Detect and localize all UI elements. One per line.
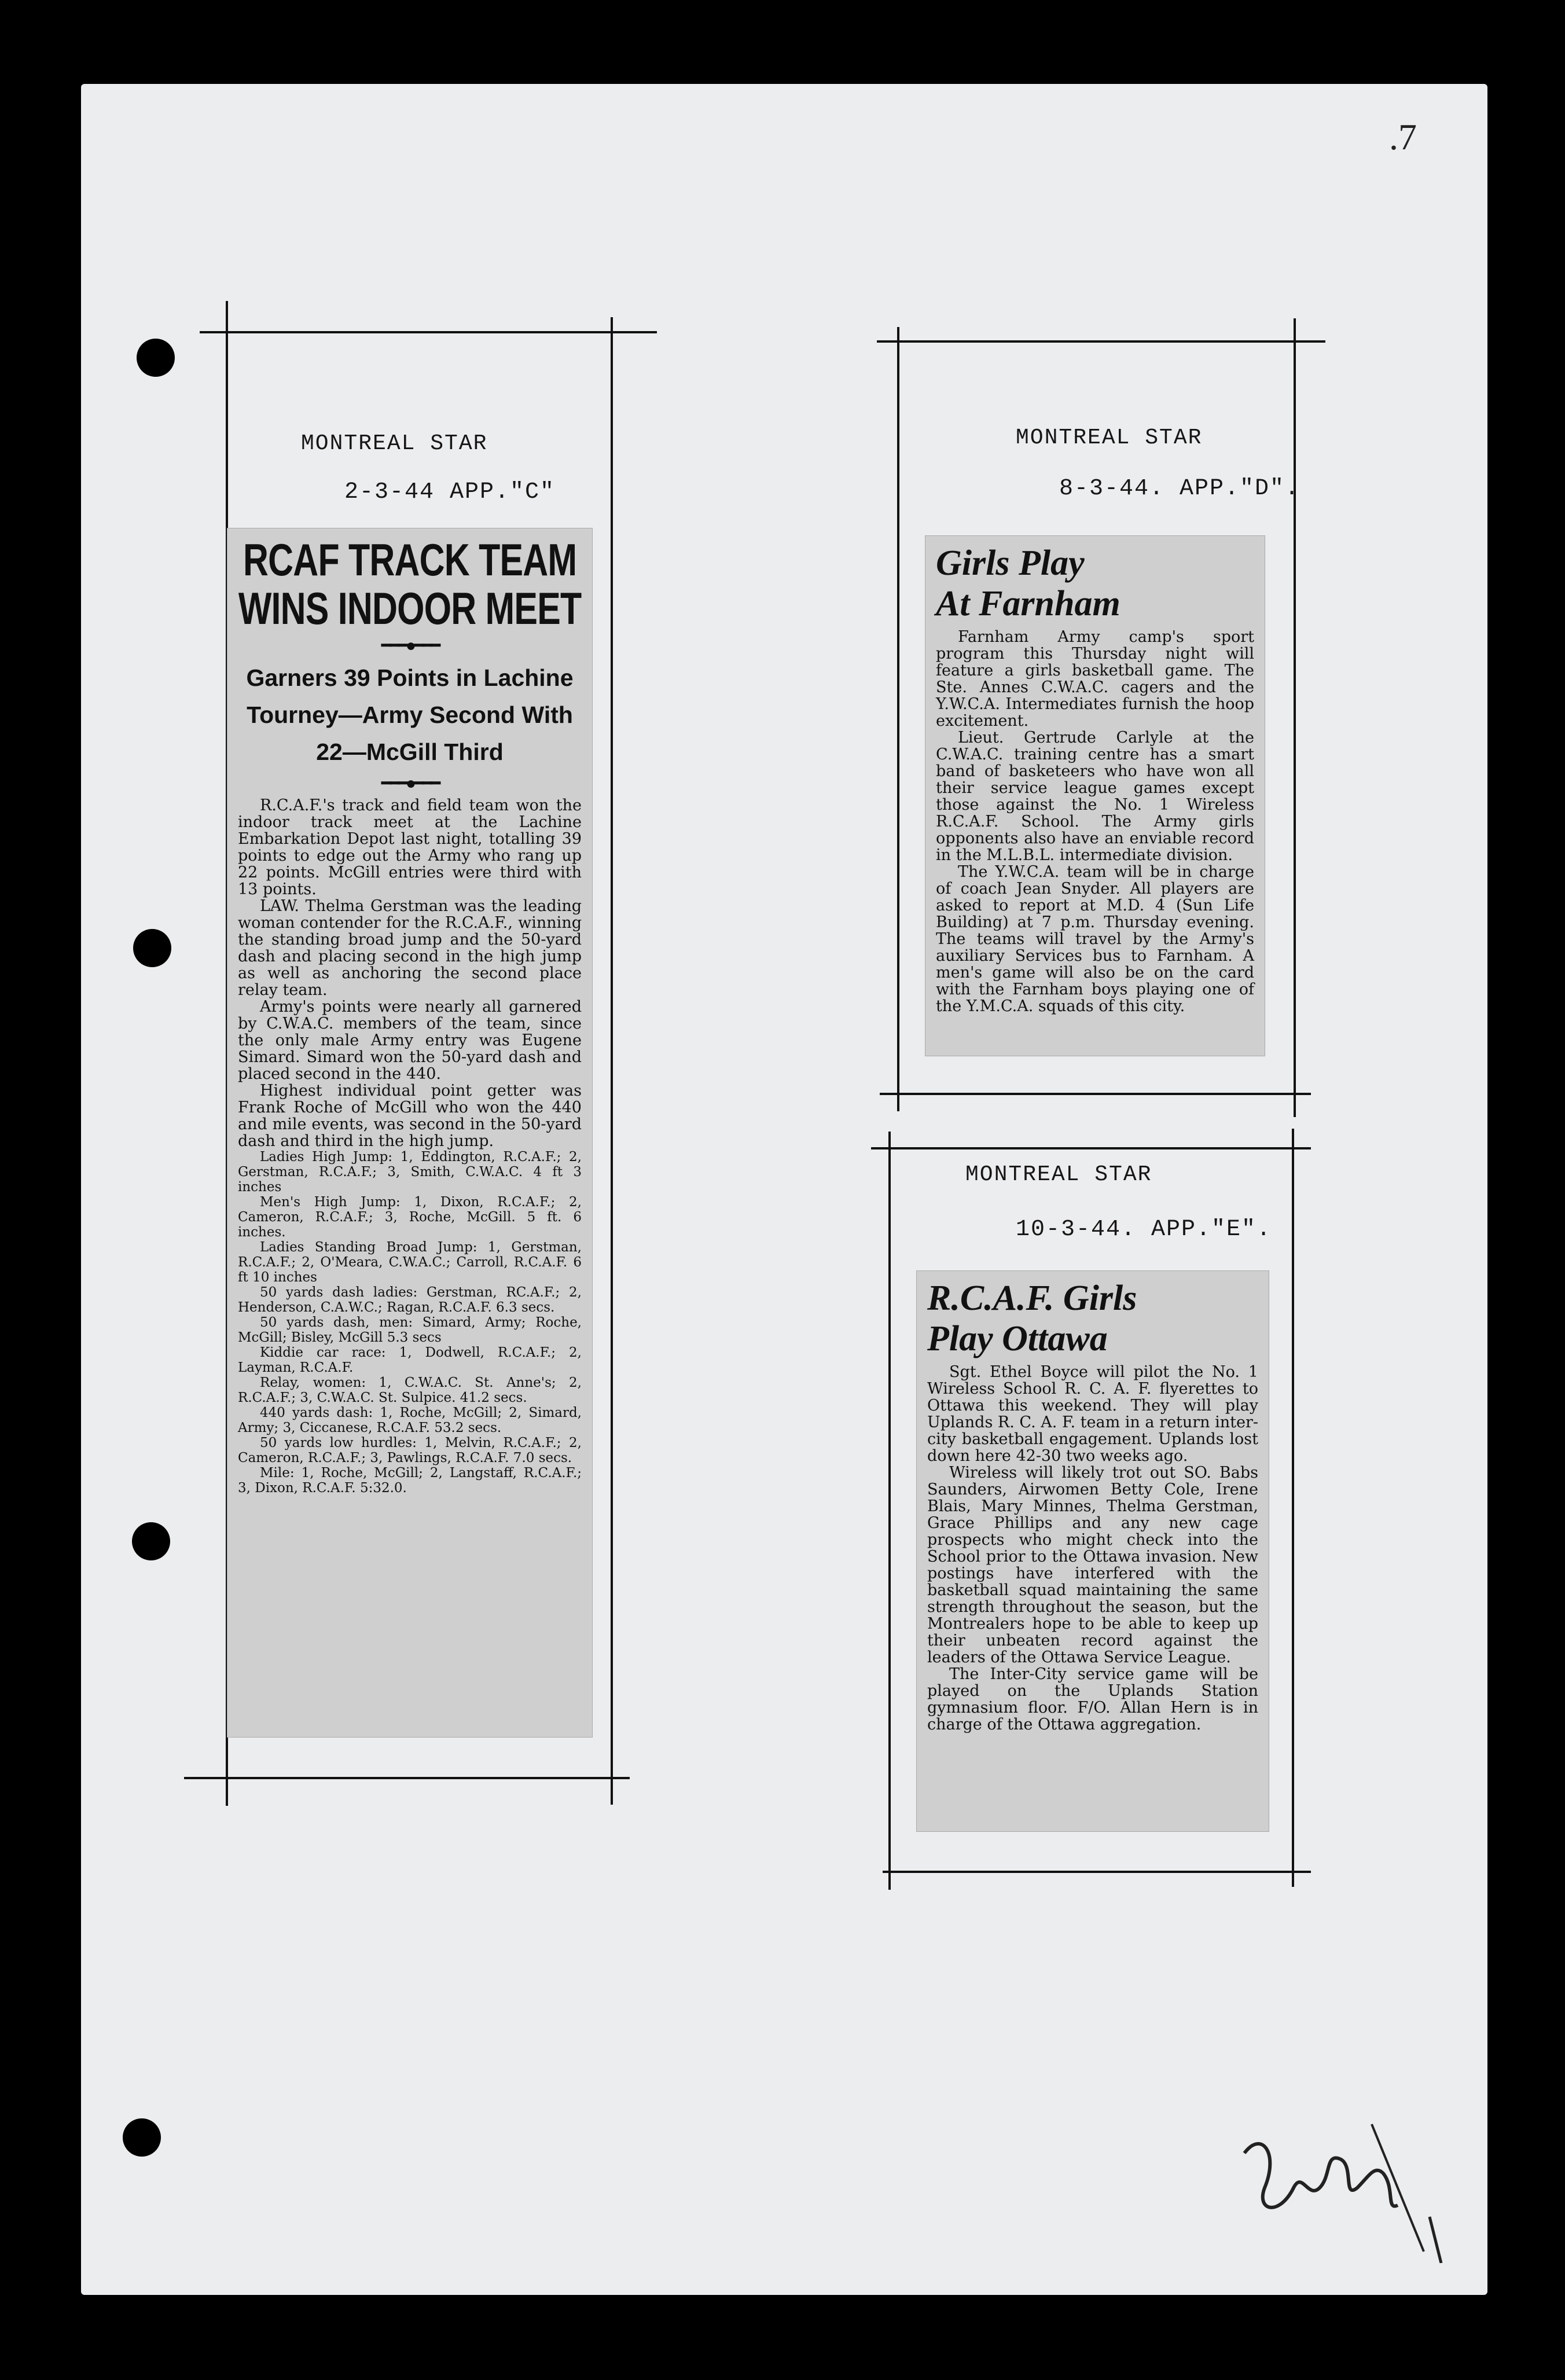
handwritten-initials (1239, 2118, 1447, 2263)
frame-line (1292, 1129, 1294, 1887)
clip-c-paragraph: Army's points were nearly all garnered by C.W.A.C. members of the team, since the only male Army entry was Eugene Simard. Simard won the 50-yard dash and placed second in the 440. (238, 998, 582, 1083)
clip-c-subhead: Garners 39 Points in Lachine Tourney—Army Second With 22—McGill Third (246, 664, 574, 765)
clip-d-paragraph: Farnham Army camp's sport program this Thursday night will feature a girls basketball game. The Ste. Annes C.W.A.C. cagers and the Y.W.C.A. Intermediates furnish the hoop excitement. (936, 628, 1254, 730)
frame-line (888, 1132, 891, 1890)
frame-line (1294, 318, 1296, 1117)
clipping-e (916, 1270, 1269, 1832)
clip-c-date: 2-3-44 APP."C" (344, 479, 556, 505)
frame-line (871, 1147, 1311, 1149)
frame-line (880, 1093, 1311, 1095)
clip-d-paragraph: Lieut. Gertrude Carlyle at the C.W.A.C. training centre has a smart band of basketeers who have won all their service league games except those against the No. 1 Wireless R.C.A.F. School. The Army girls opponents also have an enviable record in the M.L.B.L. intermediate division. (936, 729, 1254, 864)
frame-line (200, 331, 657, 333)
clip-d-source: MONTREAL STAR (1016, 425, 1203, 450)
clip-c-results: Ladies High Jump: 1, Eddington, R.C.A.F.; 2, Gerstman, R.C.A.F.; 3, Smith, C.W.A.C. 4 ft 3 inches Men's High Jump: 1, Dixon, R.C.A.F.; 2, Cameron, R.C.A.F.; 3, Roche, McGill. 5 ft. 6 inches. Ladies Standing Broad Jump: 1, Gerstman, R.C.A.F.; 2, O'Meara, C.W.A.C.; Carroll, R.C.A.F. 6 ft 10 inches 50 yards dash ladies: Gerstman, RC.A.F.; 2, Henderson, C.A.W.C.; Ragan, R.C.A.F. 6.3 secs. 50 yards dash, men: Simard, Army; Roche, McGill; Bisley, McGill 5.3 secs Kiddie car race: 1, Dodwell, R.C.A.F.; 2, Layman, R.C.A.F. Relay, women: 1, C.W.A.C. St. Anne's; 2, R.C.A.F.; 3, C.W.A.C. St. Sulpice. 41.2 secs. 440 yards dash: 1, Roche, McGill; 2, Simard, Army; 3, Ciccanese, R.C.A.F. 53.2 secs. 50 yards low hurdles: 1, Melvin, R.C.A.F.; 2, Cameron, R.C.A.F.; 3, Pawlings, R.C.A.F. 7.0 secs. Mile: 1, Roche, McGill; 2, Langstaff, R.C.A.F.; 3, Dixon, R.C.A.F. 5:32.0. (238, 1149, 582, 1496)
frame-line (883, 1871, 1311, 1873)
clip-c-paragraph: R.C.A.F.'s track and field team won the indoor track meet at the Lachine Embarkation Depot last night, totalling 39 points to edge out the Army who rang up 22 points. McGill entries were third with 13 points. (238, 796, 582, 898)
frame-line (611, 317, 613, 1805)
binder-hole (123, 2118, 161, 2157)
clip-c-source: MONTREAL STAR (301, 431, 488, 456)
clip-e-source: MONTREAL STAR (965, 1162, 1152, 1187)
clip-e-paragraph: Sgt. Ethel Boyce will pilot the No. 1 Wireless School R. C. A. F. flyerettes to Ottawa this weekend. They will play Uplands R. C. A. F. team in a return inter-city basketball engagement. Uplands lost down here 42-30 two weeks ago. (927, 1363, 1258, 1465)
clip-d-date: 8-3-44. APP."D". (1059, 476, 1301, 502)
frame-line (184, 1777, 630, 1779)
divider: ━━━●━━━ (381, 774, 439, 793)
frame-line (897, 327, 899, 1111)
clip-c-paragraph: LAW. Thelma Gerstman was the leading woman contender for the R.C.A.F., winning the standing broad jump and the 50-yard dash and placing second in the high jump as well as anchoring the second place relay team. (238, 897, 582, 999)
clip-c-paragraph: Highest individual point getter was Frank Roche of McGill who won the 440 and mile events, was second in the 50-yard dash and third in the high jump. (238, 1082, 582, 1150)
clip-c-headline: RCAF TRACK TEAM WINS INDOOR MEET (238, 534, 582, 634)
binder-hole (132, 1522, 170, 1560)
clip-e-paragraph: The Inter-City service game will be played on the Uplands Station gymnasium floor. F/O. Allan Hern is in charge of the Ottawa aggregation. (927, 1665, 1258, 1733)
clip-d-paragraph: The Y.W.C.A. team will be in charge of coach Jean Snyder. All players are asked to report at M.D. 4 (Sun Life Building) at 7 p.m. Thursday evening. The teams will travel by the Army's auxiliary Services bus to Farnham. A men's game will also be on the card with the Farnham boys playing one of the Y.M.C.A. squads of this city. (936, 863, 1254, 1015)
binder-hole (137, 339, 175, 377)
binder-hole (133, 929, 171, 967)
clip-e-paragraph: Wireless will likely trot out SO. Babs Saunders, Airwomen Betty Cole, Irene Blais, Mary Minnes, Thelma Gerstman, Grace Phillips and any new cage prospects who might check into the School prior to the Ottawa invasion. New postings have interfered with the basketball squad maintaining the same strength throughout the season, but the Montrealers hope to be able to keep up their unbeaten record against the leaders of the Ottawa Service League. (927, 1464, 1258, 1666)
clip-d-headline: Girls Play At Farnham (936, 543, 1121, 623)
clipping-c (227, 528, 593, 1738)
clip-e-headline: R.C.A.F. Girls Play Ottawa (927, 1279, 1137, 1358)
clipping-d (925, 535, 1265, 1056)
page-number: .7 (1389, 116, 1417, 157)
clip-e-date: 10-3-44. APP."E". (1016, 1217, 1272, 1243)
frame-line (877, 340, 1325, 343)
divider: ━━━●━━━ (381, 636, 439, 655)
